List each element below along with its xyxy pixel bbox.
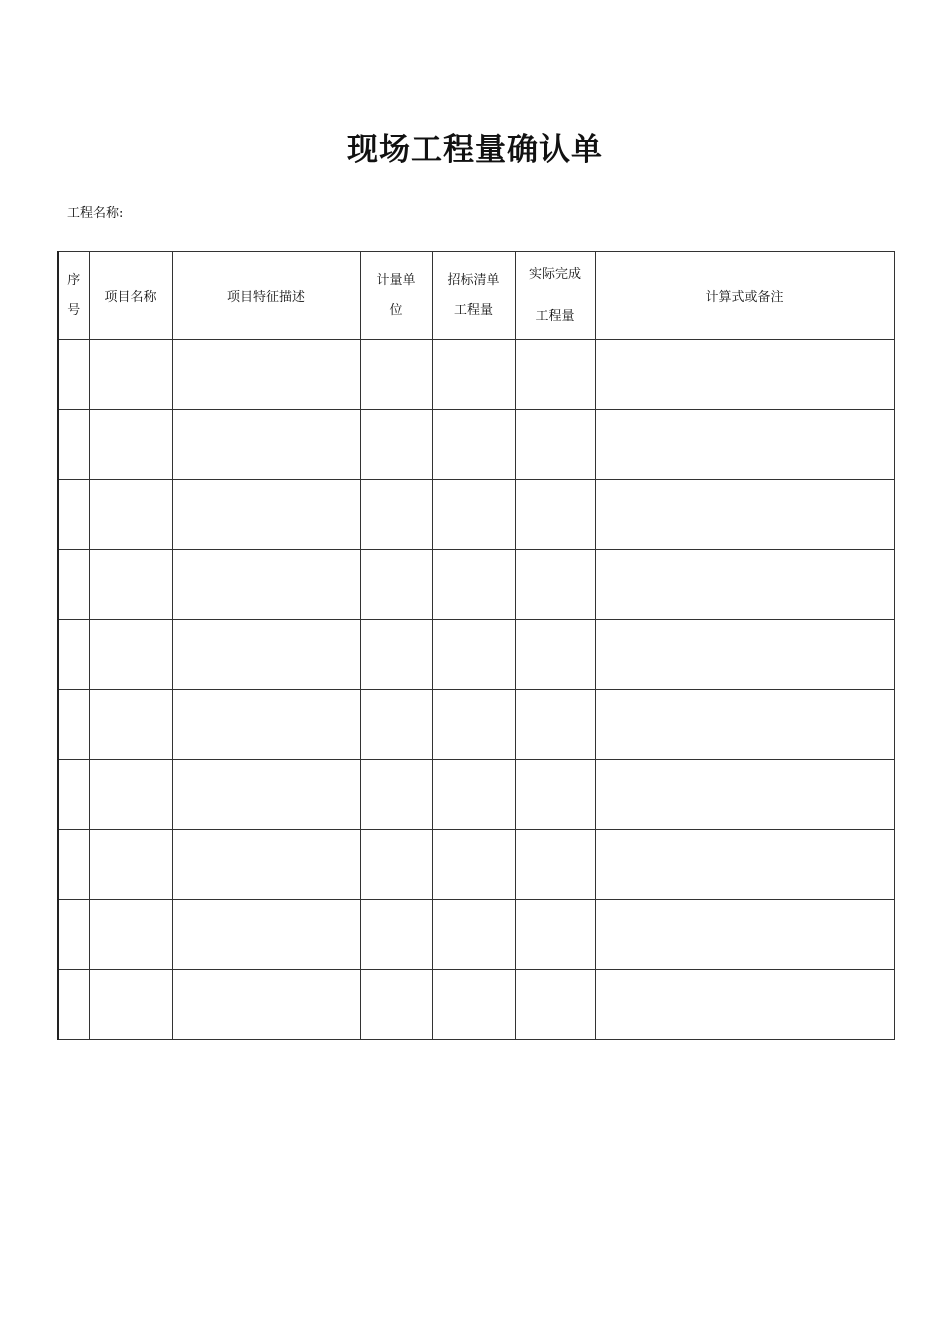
cell-bid-qty[interactable]	[432, 550, 515, 620]
header-formula-remarks: 计算式或备注	[595, 252, 894, 340]
cell-formula-remarks[interactable]	[595, 830, 894, 900]
cell-item-name[interactable]	[89, 830, 172, 900]
cell-bid-qty[interactable]	[432, 760, 515, 830]
table-row	[58, 480, 894, 550]
cell-item-name[interactable]	[89, 480, 172, 550]
cell-feature-desc[interactable]	[172, 550, 360, 620]
header-actual-qty	[515, 252, 595, 340]
cell-unit[interactable]	[360, 550, 432, 620]
cell-formula-remarks[interactable]	[595, 760, 894, 830]
header-bid-qty-line-1: 招标清单	[447, 272, 500, 288]
header-feature-desc: 项目特征描述	[172, 252, 360, 340]
cell-unit[interactable]	[360, 830, 432, 900]
cell-unit[interactable]	[360, 410, 432, 480]
table-row	[58, 550, 894, 620]
cell-formula-remarks[interactable]	[595, 410, 894, 480]
cell-unit[interactable]	[360, 760, 432, 830]
table-row	[58, 690, 894, 760]
cell-item-name[interactable]	[89, 620, 172, 690]
cell-seq[interactable]	[58, 690, 89, 760]
cell-formula-remarks[interactable]	[595, 690, 894, 760]
header-unit-line-1: 计量单	[376, 272, 416, 288]
cell-item-name[interactable]	[89, 900, 172, 970]
page-title: 现场工程量确认单	[347, 132, 603, 168]
cell-bid-qty[interactable]	[432, 620, 515, 690]
cell-bid-qty[interactable]	[432, 900, 515, 970]
header-seq	[58, 252, 89, 340]
cell-actual-qty[interactable]	[515, 620, 595, 690]
cell-seq[interactable]	[58, 480, 89, 550]
header-unit-line-2: 位	[389, 302, 403, 318]
cell-bid-qty[interactable]	[432, 830, 515, 900]
cell-feature-desc[interactable]	[172, 830, 360, 900]
cell-actual-qty[interactable]	[515, 970, 595, 1040]
cell-item-name[interactable]	[89, 690, 172, 760]
cell-feature-desc[interactable]	[172, 620, 360, 690]
cell-formula-remarks[interactable]	[595, 620, 894, 690]
header-seq-line-1: 序	[67, 272, 81, 288]
cell-bid-qty[interactable]	[432, 970, 515, 1040]
quantity-confirmation-table	[57, 251, 895, 1040]
cell-feature-desc[interactable]	[172, 760, 360, 830]
cell-formula-remarks[interactable]	[595, 340, 894, 410]
cell-actual-qty[interactable]	[515, 900, 595, 970]
cell-actual-qty[interactable]	[515, 830, 595, 900]
cell-actual-qty[interactable]	[515, 690, 595, 760]
cell-unit[interactable]	[360, 900, 432, 970]
cell-actual-qty[interactable]	[515, 340, 595, 410]
cell-unit[interactable]	[360, 480, 432, 550]
table-row	[58, 410, 894, 480]
cell-feature-desc[interactable]	[172, 690, 360, 760]
header-bid-qty	[432, 252, 515, 340]
cell-seq[interactable]	[58, 900, 89, 970]
cell-item-name[interactable]	[89, 970, 172, 1040]
header-item-name: 项目名称	[89, 252, 172, 340]
cell-seq[interactable]	[58, 760, 89, 830]
cell-formula-remarks[interactable]	[595, 550, 894, 620]
table-row	[58, 830, 894, 900]
cell-bid-qty[interactable]	[432, 410, 515, 480]
cell-seq[interactable]	[58, 340, 89, 410]
cell-feature-desc[interactable]	[172, 970, 360, 1040]
cell-seq[interactable]	[58, 410, 89, 480]
cell-seq[interactable]	[58, 830, 89, 900]
cell-formula-remarks[interactable]	[595, 970, 894, 1040]
cell-feature-desc[interactable]	[172, 340, 360, 410]
cell-formula-remarks[interactable]	[595, 480, 894, 550]
header-actual-qty-line-2: 工程量	[535, 308, 575, 324]
cell-seq[interactable]	[58, 550, 89, 620]
cell-actual-qty[interactable]	[515, 480, 595, 550]
header-actual-qty-line-1: 实际完成	[528, 266, 581, 282]
cell-unit[interactable]	[360, 690, 432, 760]
table-row	[58, 970, 894, 1040]
table-row	[58, 620, 894, 690]
cell-item-name[interactable]	[89, 550, 172, 620]
header-seq-line-2: 号	[67, 302, 81, 318]
cell-feature-desc[interactable]	[172, 410, 360, 480]
project-name-label: 工程名称:	[67, 206, 124, 221]
header-bid-qty-line-2: 工程量	[453, 302, 493, 318]
cell-unit[interactable]	[360, 620, 432, 690]
cell-bid-qty[interactable]	[432, 340, 515, 410]
table-row	[58, 760, 894, 830]
cell-formula-remarks[interactable]	[595, 900, 894, 970]
table-row	[58, 900, 894, 970]
cell-seq[interactable]	[58, 620, 89, 690]
cell-item-name[interactable]	[89, 410, 172, 480]
cell-bid-qty[interactable]	[432, 480, 515, 550]
cell-unit[interactable]	[360, 340, 432, 410]
cell-feature-desc[interactable]	[172, 900, 360, 970]
cell-unit[interactable]	[360, 970, 432, 1040]
cell-actual-qty[interactable]	[515, 410, 595, 480]
cell-actual-qty[interactable]	[515, 760, 595, 830]
cell-bid-qty[interactable]	[432, 690, 515, 760]
cell-item-name[interactable]	[89, 340, 172, 410]
table-row	[58, 340, 894, 410]
cell-seq[interactable]	[58, 970, 89, 1040]
cell-item-name[interactable]	[89, 760, 172, 830]
header-unit	[360, 252, 432, 340]
table-header-row	[58, 252, 894, 340]
cell-actual-qty[interactable]	[515, 550, 595, 620]
cell-feature-desc[interactable]	[172, 480, 360, 550]
